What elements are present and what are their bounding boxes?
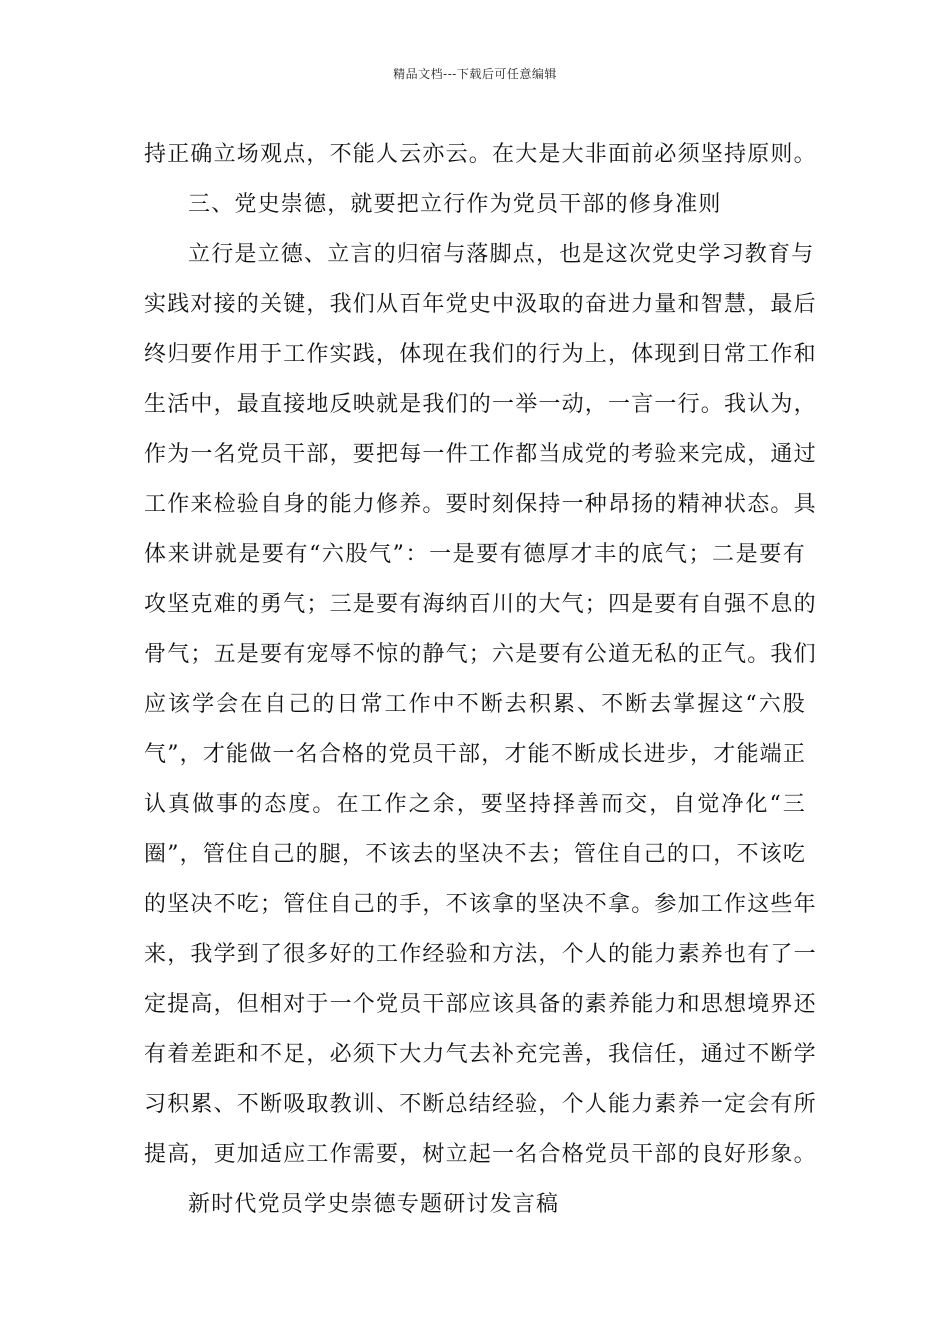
- text-line: 认真做事的态度。在工作之余，要坚持择善而交，自觉净化“三: [144, 792, 806, 817]
- text-line: 有着差距和不足，必须下大力气去补充完善，我信任，通过不断学: [144, 1042, 817, 1067]
- next-document-title-text: 新时代党员学史崇德专题研讨发言稿: [188, 1192, 560, 1217]
- next-document-title: [144, 1180, 806, 1230]
- section-heading: [144, 180, 806, 230]
- text-line: 提高，更加适应工作需要，树立起一名合格党员干部的良好形象。: [144, 1142, 817, 1167]
- text-line: 气”，才能做一名合格的党员干部，才能不断成长进步，才能端正: [144, 742, 807, 767]
- text-line: 生活中，最直接地反映就是我们的一举一动，一言一行。我认为，: [144, 392, 817, 417]
- text-line: 立行是立德、立言的归宿与落脚点，也是这次党史学习教育与: [188, 242, 815, 267]
- page-header: 精品文档---下载后可任意编辑: [393, 67, 557, 81]
- paragraph-body-continued: [144, 280, 817, 1180]
- text-line: 终归要作用于工作实践，体现在我们的行为上，体现到日常工作和: [144, 342, 817, 367]
- text-line: 应该学会在自己的日常工作中不断去积累、不断去掌握这“六股: [144, 692, 806, 717]
- section-heading-text: 三、党史崇德，就要把立行作为党员干部的修身准则: [188, 192, 722, 217]
- text-line: 定提高，但相对于一个党员干部应该具备的素养能力和思想境界还: [144, 992, 817, 1017]
- paragraph-continued: [144, 130, 817, 180]
- document-body: [144, 130, 817, 1230]
- text-line: 实践对接的关键，我们从百年党史中汲取的奋进力量和智慧，最后: [144, 292, 817, 317]
- text-line: 圈”，管住自己的腿，不该去的坚决不去；管住自己的口，不该吃: [144, 842, 807, 867]
- text-line: 工作来检验自身的能力修养。要时刻保持一种昂扬的精神状态。具: [144, 492, 817, 517]
- text-line: 作为一名党员干部，要把每一件工作都当成党的考验来完成，通过: [144, 442, 817, 467]
- text-line: 习积累、不断吸取教训、不断总结经验，个人能力素养一定会有所: [144, 1092, 817, 1117]
- text-line: 持正确立场观点，不能人云亦云。在大是大非面前必须坚持原则。: [144, 142, 817, 167]
- text-line: 体来讲就是要有“六股气”：一是要有德厚才丰的底气；二是要有: [144, 542, 806, 567]
- paragraph-body: [144, 230, 815, 280]
- text-line: 的坚决不吃；管住自己的手，不该拿的坚决不拿。参加工作这些年: [144, 892, 817, 917]
- text-line: 骨气；五是要有宠辱不惊的静气；六是要有公道无私的正气。我们: [144, 642, 817, 667]
- text-line: 攻坚克难的勇气；三是要有海纳百川的大气；四是要有自强不息的: [144, 592, 817, 617]
- text-line: 来，我学到了很多好的工作经验和方法，个人的能力素养也有了一: [144, 942, 817, 967]
